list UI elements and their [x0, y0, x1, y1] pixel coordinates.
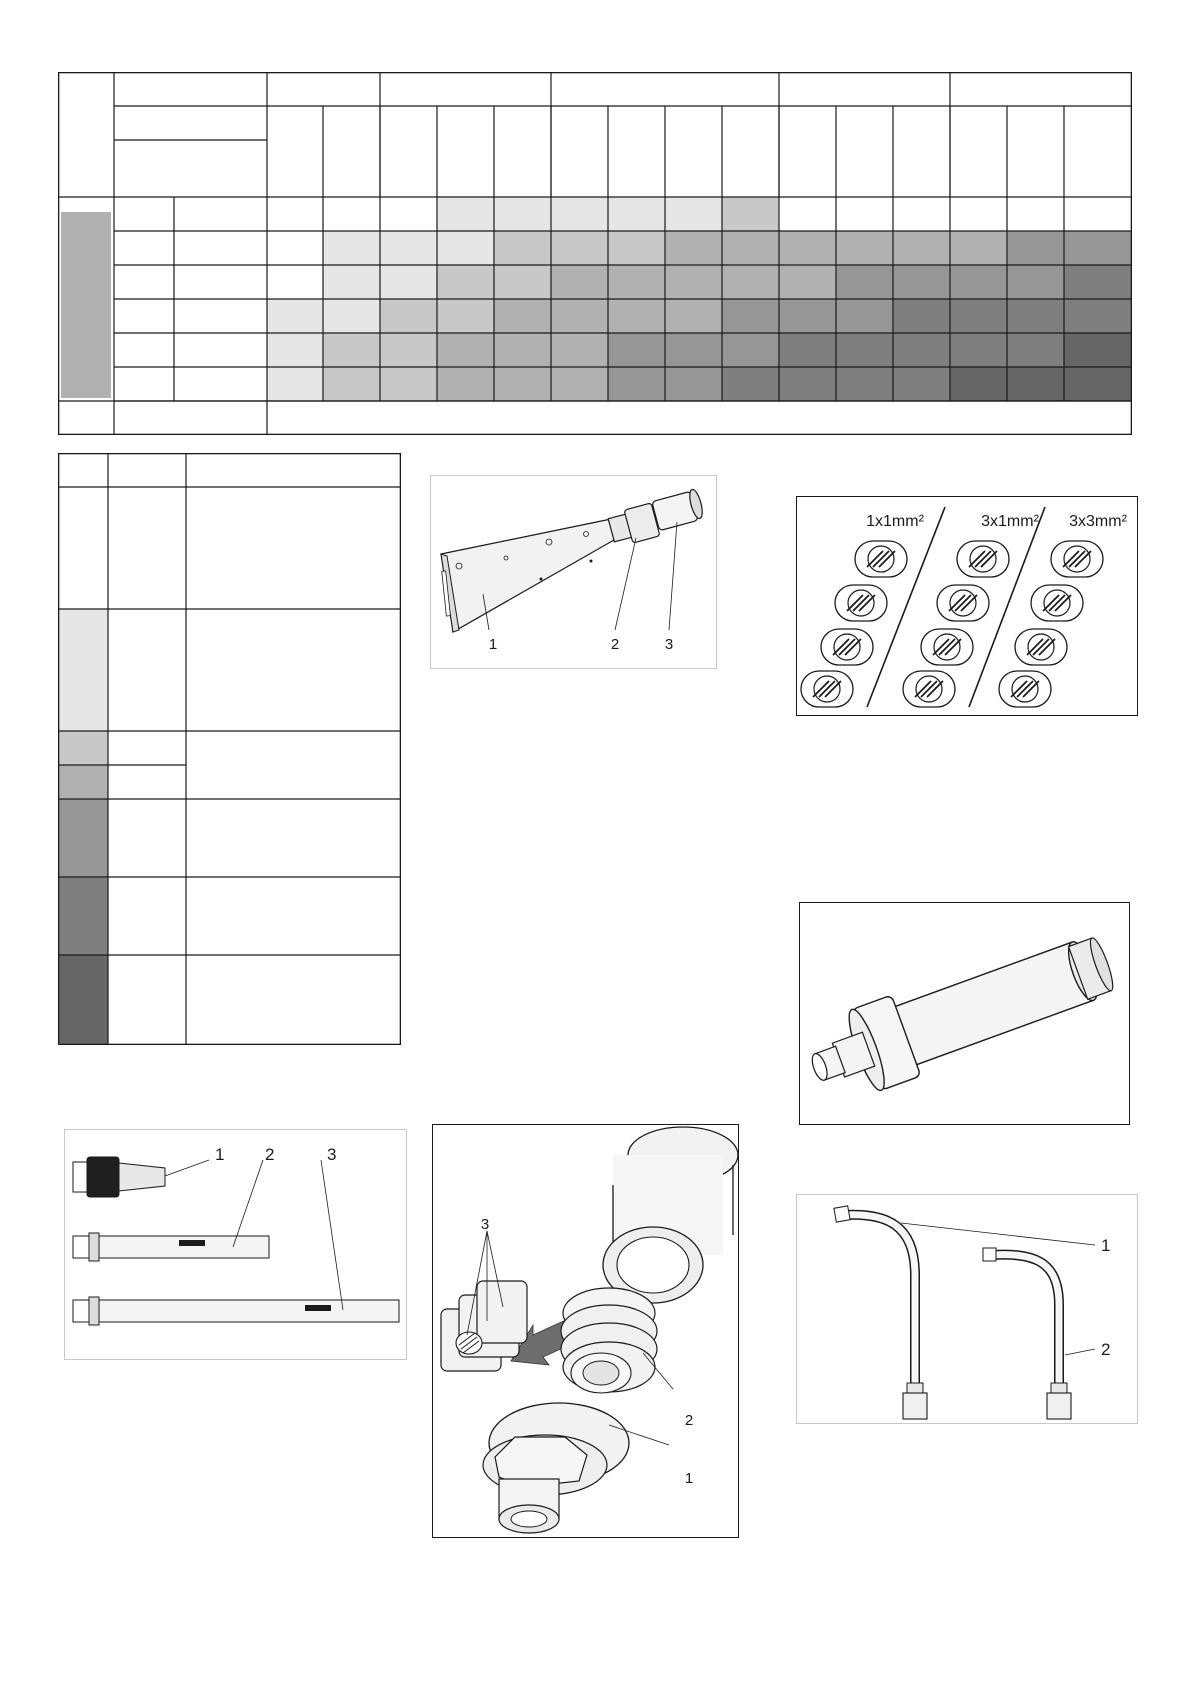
matrix-cell — [494, 299, 551, 333]
cable-seal — [937, 585, 989, 621]
matrix-cell — [1007, 265, 1064, 299]
matrix-cell — [665, 299, 722, 333]
matrix-cell — [779, 231, 836, 265]
matrix-cell — [437, 299, 494, 333]
matrix-cell — [722, 197, 779, 231]
matrix-cell — [950, 299, 1007, 333]
matrix-cell — [551, 333, 608, 367]
matrix-cell — [722, 367, 779, 401]
callout-1: 1 — [488, 636, 498, 653]
cable-seal-illustration — [797, 497, 1137, 715]
matrix-cell — [950, 265, 1007, 299]
matrix-cell — [893, 367, 950, 401]
matrix-cell — [551, 367, 608, 401]
matrix-cell — [1064, 333, 1132, 367]
callout-2: 2 — [265, 1145, 275, 1164]
cable-seal — [855, 541, 907, 577]
matrix-cell — [950, 197, 1007, 231]
matrix-cell — [267, 265, 323, 299]
figure-handle-tool — [430, 475, 717, 669]
matrix-cell — [1007, 367, 1064, 401]
callout-2: 2 — [684, 1412, 694, 1429]
matrix-cell — [950, 333, 1007, 367]
legend-border — [59, 454, 401, 1045]
matrix-cell — [551, 231, 608, 265]
matrix-cell — [267, 333, 323, 367]
matrix-cell — [893, 197, 950, 231]
cable-seal — [999, 671, 1051, 707]
figure-cable-seal-sizes — [796, 496, 1138, 716]
legend-shade-cell — [58, 877, 108, 955]
extension-bars-illustration — [65, 1130, 406, 1359]
cable-seal — [1051, 541, 1103, 577]
matrix-cell — [1007, 299, 1064, 333]
matrix-cell — [267, 367, 323, 401]
figure-extension-bars — [64, 1129, 407, 1360]
legend-shade-cell — [58, 487, 108, 609]
handle-tool-illustration — [431, 476, 716, 668]
matrix-cell — [665, 231, 722, 265]
matrix-cell — [323, 231, 380, 265]
matrix-cell — [722, 333, 779, 367]
matrix-cell — [893, 231, 950, 265]
compatibility-matrix — [58, 72, 1132, 435]
legend-grid — [58, 453, 401, 1045]
matrix-cell — [836, 333, 893, 367]
matrix-cell — [950, 231, 1007, 265]
matrix-cell — [437, 367, 494, 401]
matrix-cell — [1064, 197, 1132, 231]
matrix-cell — [608, 231, 665, 265]
matrix-cell — [608, 265, 665, 299]
figure-adapter-cylinder — [799, 902, 1130, 1125]
matrix-cell — [836, 367, 893, 401]
matrix-cell — [608, 333, 665, 367]
matrix-cell — [551, 265, 608, 299]
matrix-cell — [267, 299, 323, 333]
cable-seal — [957, 541, 1009, 577]
matrix-cell — [1007, 231, 1064, 265]
matrix-cell — [665, 265, 722, 299]
callout-3: 3 — [327, 1145, 337, 1164]
matrix-cell — [380, 231, 437, 265]
matrix-cell — [893, 333, 950, 367]
matrix-cell — [494, 197, 551, 231]
legend-shade-cell — [58, 731, 108, 765]
matrix-cell — [494, 333, 551, 367]
hose-illustration — [797, 1195, 1137, 1423]
legend-shade-cell — [58, 799, 108, 877]
cylinder-illustration — [800, 903, 1129, 1124]
matrix-cell — [722, 231, 779, 265]
matrix-cell — [1064, 231, 1132, 265]
exploded-assembly-illustration — [433, 1125, 738, 1537]
legend-shade-cell — [58, 955, 108, 1045]
matrix-cell — [494, 367, 551, 401]
matrix-cell — [608, 367, 665, 401]
matrix-cell — [893, 299, 950, 333]
matrix-cell — [380, 367, 437, 401]
matrix-cell — [665, 197, 722, 231]
matrix-cell — [1064, 265, 1132, 299]
cable-seal — [903, 671, 955, 707]
matrix-cell — [836, 231, 893, 265]
matrix-cell — [779, 367, 836, 401]
legend-shade-cell — [58, 609, 108, 731]
matrix-cell — [893, 265, 950, 299]
matrix-cell — [323, 265, 380, 299]
matrix-cell — [1064, 299, 1132, 333]
matrix-cell — [437, 265, 494, 299]
matrix-cell — [267, 231, 323, 265]
cable-seal — [835, 585, 887, 621]
matrix-cell — [551, 299, 608, 333]
figure-exploded-assembly — [432, 1124, 739, 1538]
matrix-cell — [437, 333, 494, 367]
matrix-cell — [608, 197, 665, 231]
matrix-cell — [380, 265, 437, 299]
matrix-cell — [323, 367, 380, 401]
matrix-cell — [836, 299, 893, 333]
matrix-cell — [494, 231, 551, 265]
size-label-3x3: 3x3mm² — [1069, 513, 1127, 530]
matrix-side-block — [61, 212, 111, 398]
matrix-cell — [722, 265, 779, 299]
size-label-3x1: 3x1mm² — [981, 513, 1039, 530]
matrix-cell — [323, 299, 380, 333]
callout-3: 3 — [480, 1216, 490, 1233]
matrix-cell — [779, 333, 836, 367]
cable-seal — [921, 629, 973, 665]
matrix-cell — [380, 197, 437, 231]
figure-hose-extensions — [796, 1194, 1138, 1424]
legend-shade-cell — [58, 765, 108, 799]
matrix-cell — [836, 265, 893, 299]
matrix-cell — [380, 299, 437, 333]
callout-1: 1 — [215, 1145, 225, 1164]
callout-2: 2 — [1101, 1340, 1111, 1359]
matrix-cell — [836, 197, 893, 231]
matrix-cell — [1007, 333, 1064, 367]
matrix-cell — [323, 197, 380, 231]
callout-1: 1 — [684, 1470, 694, 1487]
matrix-cell — [1064, 367, 1132, 401]
matrix-grid — [58, 72, 1132, 435]
matrix-cell — [437, 231, 494, 265]
matrix-cell — [551, 197, 608, 231]
callout-3: 3 — [664, 636, 674, 653]
matrix-cell — [722, 299, 779, 333]
matrix-cell — [779, 265, 836, 299]
callout-1: 1 — [1101, 1236, 1111, 1255]
matrix-cell — [779, 299, 836, 333]
matrix-cell — [665, 367, 722, 401]
cable-seal — [1015, 629, 1067, 665]
cable-seal — [821, 629, 873, 665]
callout-2: 2 — [610, 636, 620, 653]
matrix-cell — [494, 265, 551, 299]
cable-seal — [1031, 585, 1083, 621]
cable-seal — [801, 671, 853, 707]
matrix-cell — [1007, 197, 1064, 231]
matrix-cell — [323, 333, 380, 367]
matrix-cell — [267, 197, 323, 231]
matrix-cell — [950, 367, 1007, 401]
matrix-cell — [665, 333, 722, 367]
matrix-cell — [437, 197, 494, 231]
matrix-cell — [380, 333, 437, 367]
size-label-1x1: 1x1mm² — [866, 513, 924, 530]
matrix-cell — [779, 197, 836, 231]
matrix-cell — [608, 299, 665, 333]
shade-legend-table — [58, 453, 401, 1045]
